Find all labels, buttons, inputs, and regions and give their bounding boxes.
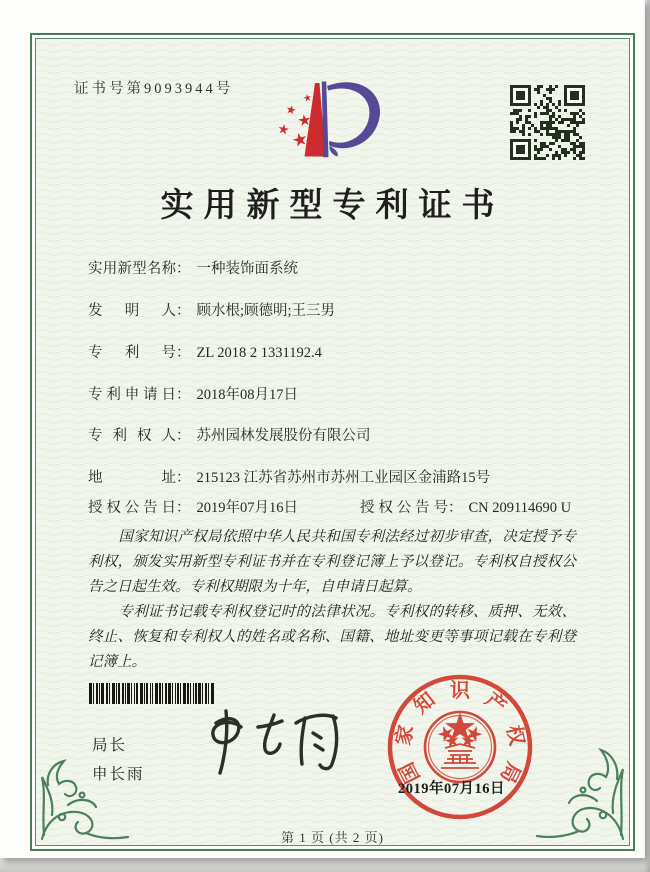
official-seal-icon xyxy=(380,667,540,827)
cnipa-logo-icon xyxy=(258,77,408,173)
field-label: 专利申请日 xyxy=(88,387,176,403)
field-row-inventors xyxy=(88,299,335,320)
field-colon: ： xyxy=(176,345,191,361)
certificate-frame-inner xyxy=(35,38,630,846)
field-value: 一种装饰面系统 xyxy=(196,261,298,277)
field-colon: ： xyxy=(176,470,191,486)
signer-name: 申长雨 xyxy=(92,766,145,783)
field-colon: ： xyxy=(448,500,463,516)
svg-text:权: 权 xyxy=(501,723,528,748)
certificate-frame xyxy=(30,33,635,851)
certificate-title: 实用新型专利证书 xyxy=(160,188,505,224)
svg-text:局: 局 xyxy=(495,758,525,787)
logo-stars xyxy=(278,93,312,147)
svg-text:国: 国 xyxy=(395,758,425,787)
signer-title: 局长 xyxy=(92,737,128,754)
field-colon: ： xyxy=(176,303,191,319)
svg-text:产: 产 xyxy=(480,688,510,719)
legal-text xyxy=(88,525,576,675)
field-colon: ： xyxy=(176,428,191,444)
field-label: 授权公告号 xyxy=(360,500,448,516)
svg-text:识: 识 xyxy=(450,680,470,702)
grant-row xyxy=(88,496,572,517)
field-value: ZL 2018 2 1331192.4 xyxy=(196,345,322,361)
field-row-patentee xyxy=(88,424,371,445)
field-label: 实用新型名称 xyxy=(88,261,176,277)
page-footer: 第 1 页 (共 2 页) xyxy=(281,830,384,845)
field-row-name xyxy=(88,257,298,278)
field-value: 2019年07月16日 xyxy=(196,500,298,516)
svg-text:家: 家 xyxy=(392,723,419,748)
field-colon: ： xyxy=(176,387,191,403)
field-label: 发明人 xyxy=(88,303,176,319)
signature-icon xyxy=(192,707,352,792)
qr-code-icon xyxy=(510,85,585,160)
field-value: 苏州园林发展股份有限公司 xyxy=(196,428,371,444)
seal-date: 2019年07月16日 xyxy=(398,781,505,797)
body-paragraph: 专利证书记载专利权登记时的法律状况。专利权的转移、质押、无效、终止、恢复和专利权人的姓名或名称、国籍、地址变更等事项记载在专利登记簿上。 xyxy=(88,604,576,670)
field-label: 专利号 xyxy=(88,345,176,361)
grant-no-pair xyxy=(360,496,571,517)
field-row-address xyxy=(88,466,490,487)
body-paragraph: 国家知识产权局依照中华人民共和国专利法经过初步审查，决定授予专利权，颁发实用新型专利证书并在专利登记簿上予以登记。专利权自授权公告之日起生效。专利权期限为十年，自申请日起算。 xyxy=(88,529,576,595)
field-colon: ： xyxy=(176,261,191,277)
field-row-patent-no xyxy=(88,341,322,362)
svg-text:知: 知 xyxy=(410,688,440,719)
field-value: 顾水根;顾德明;王三男 xyxy=(196,303,336,319)
field-value: CN 209114690 U xyxy=(468,500,572,516)
field-row-filing-date xyxy=(88,383,298,404)
seal-emblem xyxy=(425,712,495,782)
barcode-icon xyxy=(88,683,258,705)
scan-shadow-right xyxy=(643,0,650,872)
certificate-number: 证书号第9093944号 xyxy=(74,81,234,97)
field-value: 215123 江苏省苏州市苏州工业园区金浦路15号 xyxy=(196,470,491,486)
field-label: 地址 xyxy=(88,470,176,486)
field-label: 授权公告日 xyxy=(88,500,176,516)
field-label: 专利权人 xyxy=(88,428,176,444)
field-colon: ： xyxy=(176,500,191,516)
field-value: 2018年08月17日 xyxy=(196,387,298,403)
scan-shadow-bottom xyxy=(0,860,650,872)
